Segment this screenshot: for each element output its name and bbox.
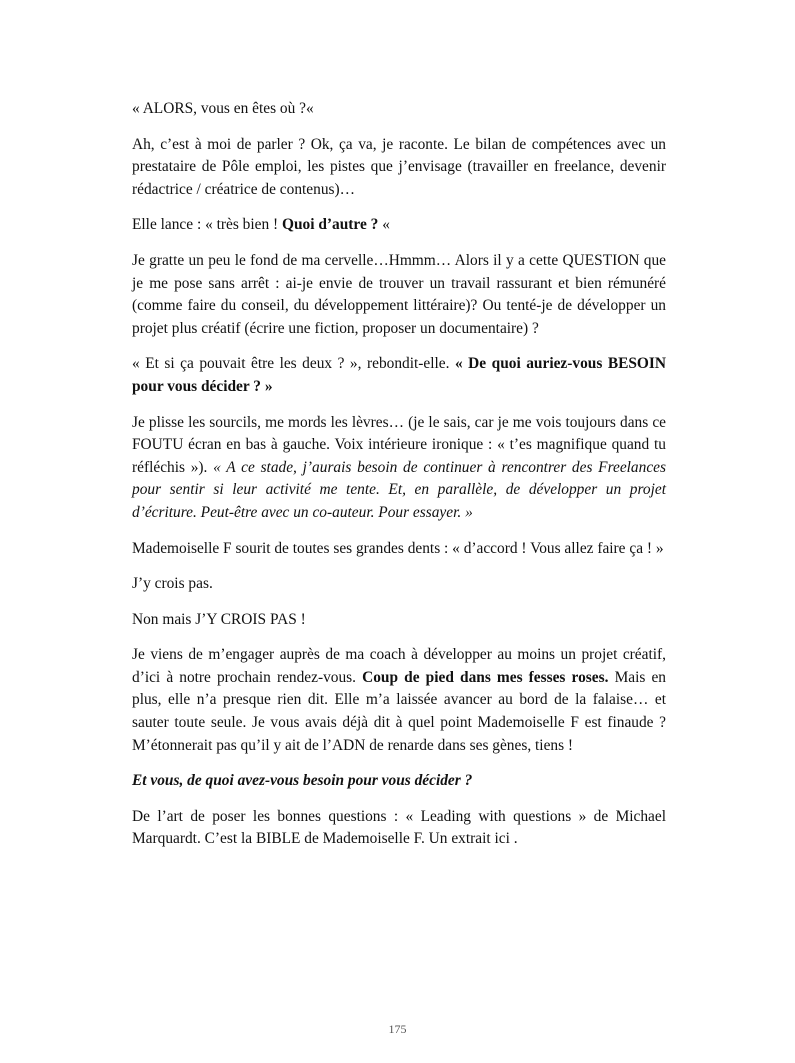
paragraph-3-end: « (378, 216, 390, 234)
paragraph-5-text: « Et si ça pouvait être les deux ? », rebondit-elle. (132, 355, 455, 373)
page-number: 175 (388, 1022, 407, 1036)
paragraph-5-bold: « De quoi auriez-vous BESOIN pour vous décider ? » (132, 355, 666, 395)
paragraph-1: « ALORS, vous en êtes où ?« (132, 100, 314, 117)
paragraph-11 (132, 770, 666, 793)
paragraph-4: Je gratte un peu le fond de ma cervelle…Hmmm… Alors il y a cette QUESTION que je me pose sans arrêt : ai-je envie de trouver un travail rassurant et bien rémunéré (comme faire du conseil, du développement littéraire)? Ou tenté-je de développer un projet plus créatif (écrire une fiction, proposer un documentaire) ? (132, 251, 666, 337)
paragraph-10-end: Mais en plus, elle n’a presque rien dit. Elle m’a laissée avancer au bord de la falaise… et sauter toute seule. Je vous avais déjà dit à quel point Mademoiselle F est finaude ? M’étonnerait pas qu’il y ait de l’ADN de renarde dans ses gènes, tiens ! (132, 668, 666, 754)
paragraph-10 (132, 644, 666, 757)
paragraph-3-bold: Quoi d’autre ? (282, 216, 379, 234)
paragraph-6-text: Je plisse les sourcils, me mords les lèvres… (je le sais, car je me vois toujours dans ce FOUTU écran en bas à gauche. Voix intérieure ironique : « t’es magnifique quand tu réfléchis »). (132, 413, 666, 476)
page-body (132, 98, 666, 864)
paragraph-5 (132, 353, 666, 398)
paragraph-6-italic: « A ce stade, j’aurais besoin de continuer à rencontrer des Freelances pour sentir si leur activité me tente. Et, en parallèle, de développer un projet d’écriture. Peut-être avec un co-auteur. Pour essayer. » (132, 458, 666, 521)
paragraph-11-heading: Et vous, de quoi avez-vous besoin pour vous décider ? (132, 772, 473, 790)
paragraph-6 (132, 412, 666, 525)
paragraph-7: Mademoiselle F sourit de toutes ses grandes dents : « d’accord ! Vous allez faire ça ! » (132, 539, 664, 557)
paragraph-2: Ah, c’est à moi de parler ? Ok, ça va, je raconte. Le bilan de compétences avec un prestataire de Pôle emploi, les pistes que j’envisage (travailler en freelance, devenir rédactrice / créatrice de contenus)… (132, 135, 666, 198)
paragraph-3-text: Elle lance : « très bien ! (132, 216, 282, 234)
paragraph-3 (132, 214, 666, 237)
paragraph-12: De l’art de poser les bonnes questions : « Leading with questions » de Michael Marquardt. C’est la BIBLE de Mademoiselle F. Un extrait ici . (132, 807, 666, 848)
paragraph-10-text: Je viens de m’engager auprès de ma coach à développer au moins un projet créatif, d’ici à notre prochain rendez-vous. (132, 646, 666, 686)
paragraph-8: J’y crois pas. (132, 575, 213, 593)
paragraph-10-bold: Coup de pied dans mes fesses roses. (362, 668, 609, 686)
paragraph-9: Non mais J’Y CROIS PAS ! (132, 610, 306, 628)
